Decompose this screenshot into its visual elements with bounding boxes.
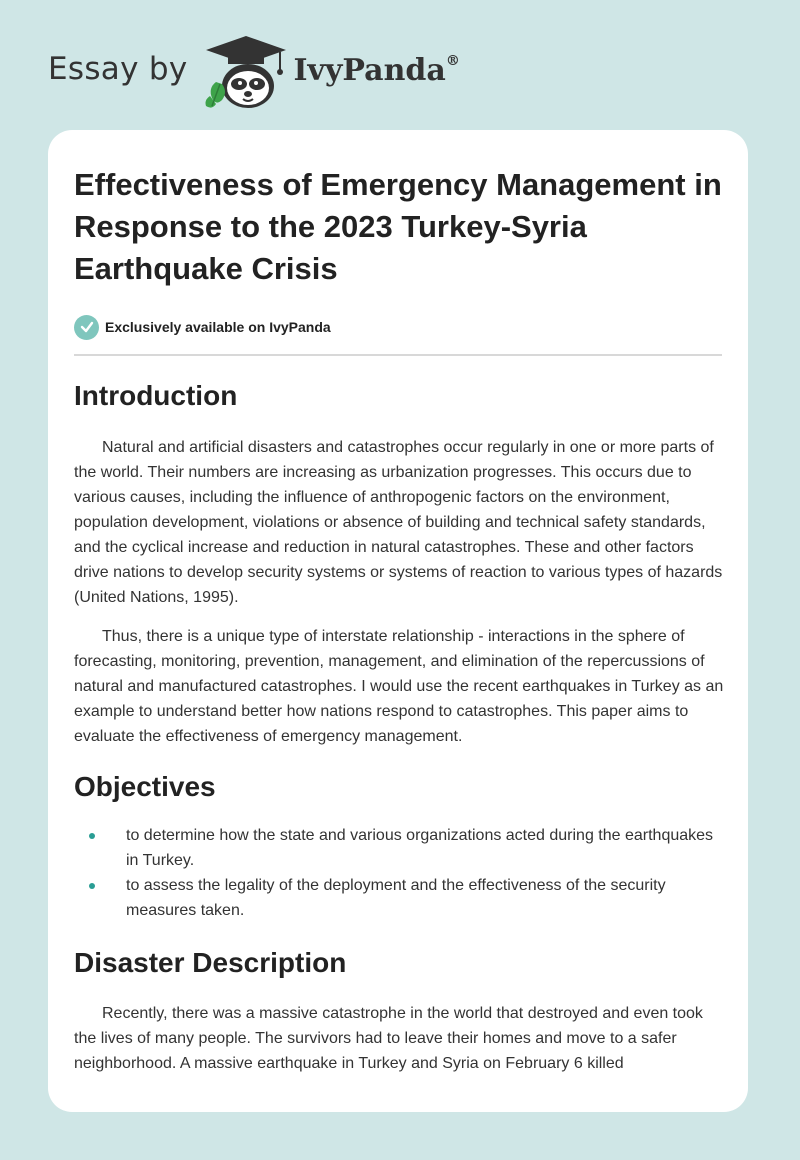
panda-logo-icon[interactable]: [202, 34, 290, 110]
checkmark-icon: [74, 315, 99, 340]
brand-name[interactable]: [294, 53, 460, 88]
site-header: [48, 34, 460, 110]
list-item: [74, 823, 724, 873]
essay-title: Effectiveness of Emergency Management in Response to the 2023 Turkey-Syria Earthquake Crisis: [74, 167, 722, 286]
list-item-text: to determine how the state and various organizations acted during the earthquakes in Turkey.: [126, 827, 714, 869]
paragraph: Recently, there was a massive catastrophe in the world that destroyed and even took the lives of many people. The survivors had to leave their homes and move to a safer neighborhood. A massive earthquake in Turkey and Syria on February 6 killed: [74, 1005, 703, 1072]
section-heading-introduction: Introduction: [74, 380, 238, 411]
exclusive-badge-label: Exclusively available on IvyPanda: [105, 319, 331, 335]
exclusive-badge: [74, 314, 724, 340]
brand-text: IvyPanda: [293, 52, 446, 88]
bullet-dot-icon: [89, 833, 95, 839]
list-item-text: to assess the legality of the deployment and the effectiveness of the security measures taken.: [126, 877, 666, 919]
list-item: [74, 873, 724, 923]
essay-content: [74, 164, 724, 1076]
bullet-dot-icon: [89, 883, 95, 889]
registered-mark: ®: [445, 52, 460, 69]
section-heading-disaster-description: Disaster Description: [74, 947, 347, 978]
paragraph: Natural and artificial disasters and catastrophes occur regularly in one or more parts of the world. Their numbers are increasing as urbanization progresses. This occurs due to various causes, including the influence of anthropogenic factors on the environment, population development, violations or absence of building and technical safety standards, and the cyclical increase and reduction in natural catastrophes. These and other factors drive nations to develop security systems or systems of reaction to various types of hazards (United Nations, 1995).: [74, 439, 723, 606]
objectives-list: [74, 823, 724, 923]
section-heading-objectives: Objectives: [74, 771, 216, 802]
divider: [74, 354, 722, 356]
essay-by-label: Essay by: [48, 51, 188, 87]
essay-card: [48, 130, 748, 1112]
paragraph: Thus, there is a unique type of interstate relationship - interactions in the sphere of forecasting, monitoring, prevention, management, and elimination of the repercussions of natural and manufactured catastrophes. I would use the recent earthquakes in Turkey as an example to understand better how nations respond to catastrophes. This paper aims to evaluate the effectiveness of emergency management.: [74, 628, 724, 745]
